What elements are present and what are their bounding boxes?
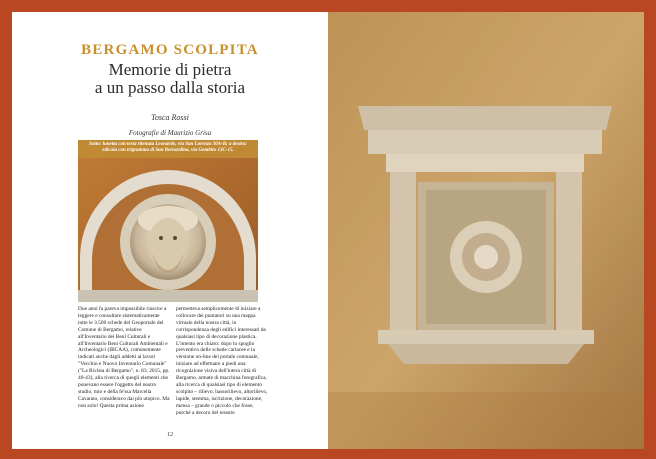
photographer-credit: Fotografie di Maurizio Grisa — [128, 129, 212, 137]
article-title-line-2: a un passo dalla storia — [94, 78, 246, 97]
shrine-relief-image — [328, 12, 644, 449]
page-number: 12 — [167, 432, 173, 438]
photo-caption: Sotto: lunetta con testa ritenuta Leonardo, via San Lorenzo 30A-B; a destra: edicola con trigramma di San Bernardino, via Gombito 13C-15. — [78, 140, 258, 158]
section-kicker: BERGAMO SCOLPITA — [81, 42, 259, 58]
left-page — [12, 12, 328, 449]
article-title-line-1: Memorie di pietra — [108, 60, 232, 79]
lunette-photo — [78, 140, 258, 302]
right-page-photo — [328, 12, 644, 449]
lunette-sculpture-image — [78, 140, 258, 302]
body-column-1: Due anni fa pareva impossibile riuscire a leggere e consultare sistematicamente tutte le 3.500 schede del Geoportale del Comune di Bergamo, relative all'Inventario dei Beni Culturali e all'Inventario Beni Culturali Ambientali e Archeologici (IBCAA), comunemente indicati anche dagli addetti ai lavori "Vecchio e Nuovo Inventario Comunale" ("La Rivista di Bergamo", n. 83, 2015, pp. 40-43), alla ricerca di quegli elementi che ponevano essere l'oggetto del nostro studio, mio e della fe'ssa Marcella Cavanno, consideravo dai più utopico. Ma non solo! Questa prima azione — [78, 306, 170, 409]
author: Tosca Rossi — [151, 113, 189, 122]
body-column-2: permetteva semplicemente di iniziare a collocare dei puntatori su una mappa virtuale della nostra città, in corrispondenza degli edifici interessati da qualsiasi tipo di decorazione plastica. L'intento era chiaro: dopo lo spoglio preventivo delle schede cartacee e la versione on-line del portale comunale, iniziare ad effettuare a piedi una ricognizione visiva dell'intera città di Bergamo, armate di macchina fotografica, alla ricerca di qualsiasi tipo di elemento scolpito – rilievo, bassorilievo, altorilievo, lapide, stemma, iscrizione, decorazione, mensa – grande o piccolo che fosse, purché a decoro del tessuto — [176, 306, 268, 416]
